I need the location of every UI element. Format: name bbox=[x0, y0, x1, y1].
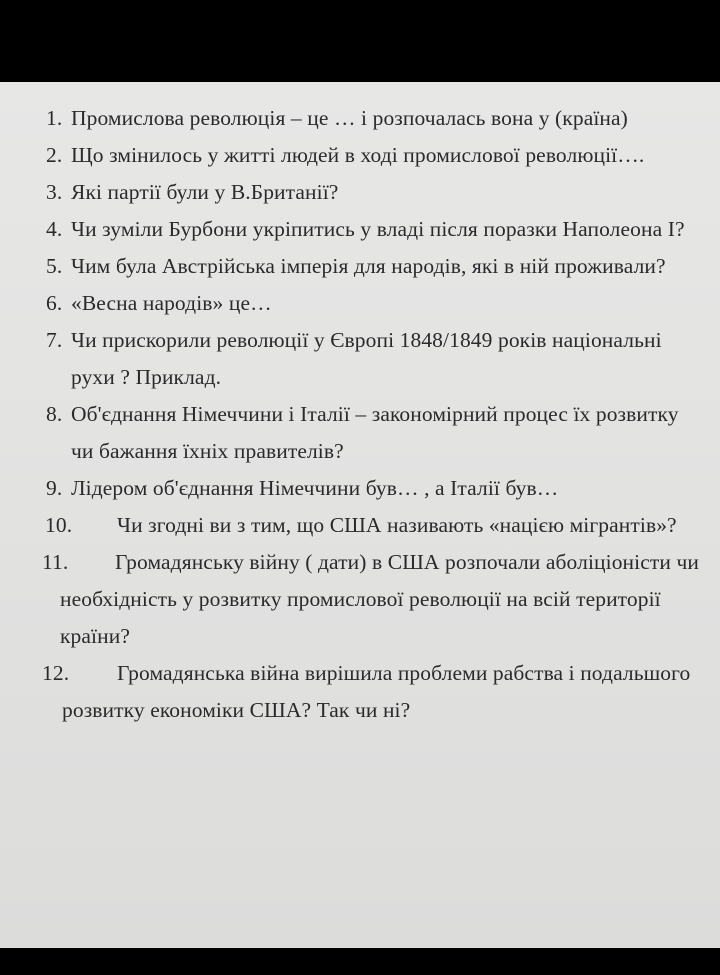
question-text: Чим була Австрійська імперія для народів, які в ній проживали? bbox=[71, 254, 666, 278]
question-item bbox=[0, 137, 720, 174]
question-number: 4. bbox=[46, 217, 63, 241]
question-text: Промислова революція – це … і розпочалась вона у (країна) bbox=[71, 106, 628, 130]
question-number: 2. bbox=[46, 143, 63, 167]
question-item bbox=[0, 285, 720, 322]
question-number: 6. bbox=[46, 291, 63, 315]
question-text: Лідером об'єднання Німеччини був… , а Італії був… bbox=[71, 476, 559, 500]
question-item bbox=[0, 322, 720, 396]
question-item bbox=[0, 174, 720, 211]
question-number: 3. bbox=[46, 180, 63, 204]
question-number: 1. bbox=[46, 106, 63, 130]
question-text: «Весна народів» це… bbox=[71, 291, 272, 315]
question-text: Громадянська війна вирішила проблеми рабства і подальшого розвитку економіки США? Так чи ні? bbox=[62, 661, 691, 722]
document-page bbox=[0, 82, 720, 948]
question-text: Які партії були у В.Британії? bbox=[71, 180, 339, 204]
question-number: 9. bbox=[46, 476, 63, 500]
question-text: Що змінилось у житті людей в ході промислової революції…. bbox=[71, 143, 645, 167]
question-item bbox=[0, 544, 720, 655]
question-item bbox=[0, 507, 720, 544]
question-text: Чи згодні ви з тим, що США називають «нацією мігрантів»? bbox=[117, 513, 677, 537]
question-item bbox=[0, 470, 720, 507]
question-text: Чи зуміли Бурбони укріпитись у владі після поразки Наполеона І? bbox=[71, 217, 685, 241]
question-item bbox=[0, 655, 720, 729]
question-number: 12. bbox=[42, 661, 70, 685]
question-text: Об'єднання Німеччини і Італії – закономірний процес їх розвитку чи бажання їхніх правителів? bbox=[71, 402, 679, 463]
question-number: 11. bbox=[42, 550, 69, 574]
question-number: 8. bbox=[46, 402, 63, 426]
question-number: 10. bbox=[45, 513, 73, 537]
question-item bbox=[0, 211, 720, 248]
question-list bbox=[0, 100, 720, 729]
question-item bbox=[0, 100, 720, 137]
question-number: 7. bbox=[46, 328, 63, 352]
question-text: Чи прискорили революції у Європі 1848/1849 років національні рухи ? Приклад. bbox=[71, 328, 662, 389]
question-item bbox=[0, 396, 720, 470]
question-item bbox=[0, 248, 720, 285]
question-number: 5. bbox=[46, 254, 63, 278]
question-text: Громадянську війну ( дати) в США розпочали аболіціоністи чи необхідність у розвитку промислової революції на всій території країни? bbox=[60, 550, 699, 648]
